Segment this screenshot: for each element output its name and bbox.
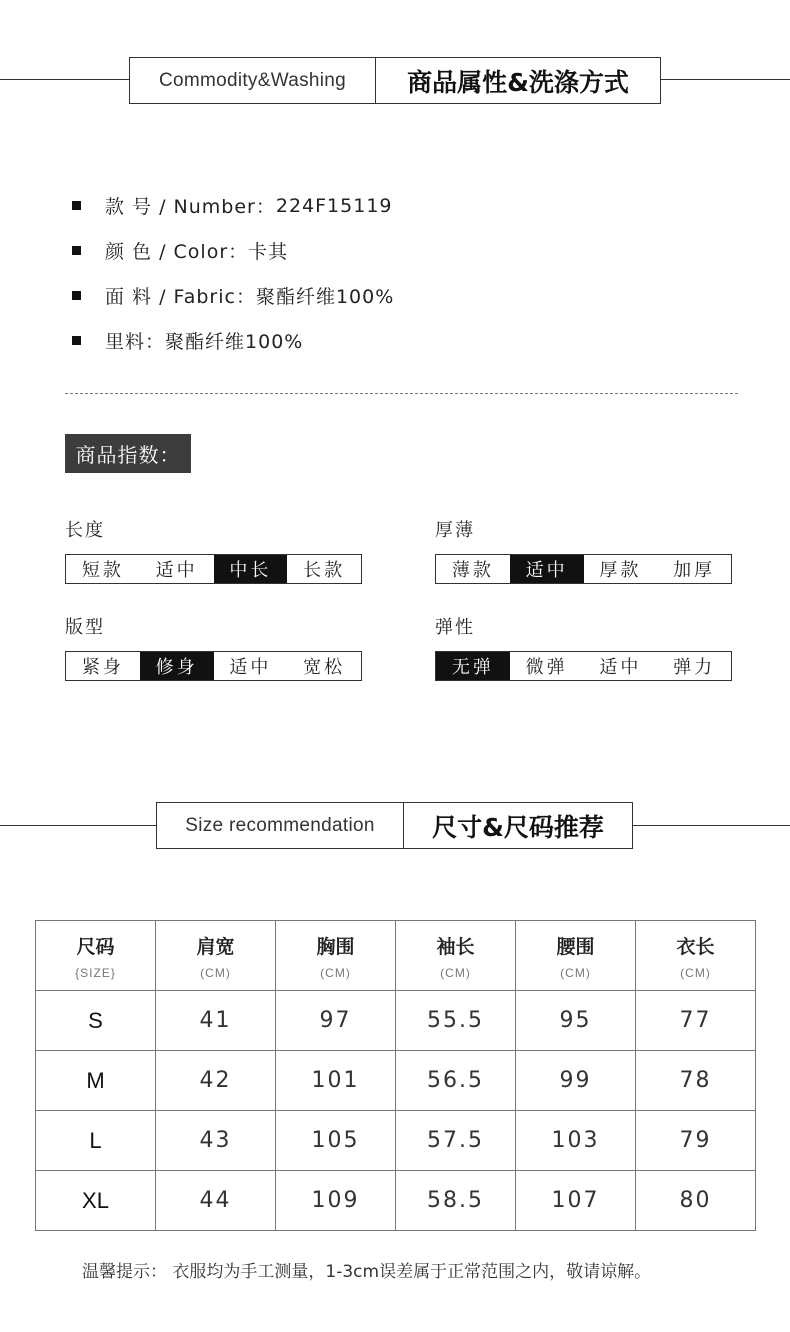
table-cell: 107 (516, 1171, 636, 1231)
table-row (36, 1051, 756, 1111)
table-cell: 101 (276, 1051, 396, 1111)
table-cell-size: L (36, 1111, 156, 1171)
table-header-cell: 尺码 {SIZE} (36, 921, 156, 991)
header2-title-box (156, 802, 633, 849)
table-cell: 42 (156, 1051, 276, 1111)
header2-en-title: Size recommendation (157, 803, 404, 848)
attribute-value: 224F15119 (275, 194, 393, 217)
table-cell: 80 (636, 1171, 756, 1231)
table-cell: 41 (156, 991, 276, 1051)
table-cell: 77 (636, 991, 756, 1051)
attribute-value: 聚酯纤维100% (165, 331, 304, 353)
bullet-square-icon (72, 246, 81, 255)
scale-option-selected: 适中 (510, 555, 584, 583)
table-row (36, 1171, 756, 1231)
attribute-value: 卡其 (248, 241, 289, 263)
product-index-label: 商品指数： (65, 434, 191, 473)
table-cell: 103 (516, 1111, 636, 1171)
table-cell: 79 (636, 1111, 756, 1171)
scale-option: 短款 (81, 560, 124, 581)
scale-option: 弹力 (673, 657, 716, 678)
table-cell: 43 (156, 1111, 276, 1171)
scale-option: 宽松 (303, 657, 346, 678)
table-cell: 97 (276, 991, 396, 1051)
table-cell: 78 (636, 1051, 756, 1111)
scale-title-length: 长度 (65, 520, 105, 541)
table-cell: 55.5 (396, 991, 516, 1051)
scale-option: 适中 (155, 560, 198, 581)
table-row (36, 991, 756, 1051)
attribute-color (72, 228, 394, 273)
scale-title-stretch: 弹性 (435, 617, 475, 638)
scale-option: 厚款 (599, 560, 642, 581)
attribute-value: 聚酯纤维100% (255, 286, 395, 308)
table-cell: 44 (156, 1171, 276, 1231)
attribute-list (72, 183, 394, 363)
dashed-divider (65, 393, 738, 394)
scale-option: 紧身 (81, 657, 124, 678)
table-cell: 109 (276, 1171, 396, 1231)
header1-en-title: Commodity&Washing (130, 58, 376, 103)
table-row (36, 1111, 756, 1171)
attribute-label: 款 号 / Number： (105, 196, 276, 218)
table-header-cell: 衣长 (CM) (636, 921, 756, 991)
table-header-cell: 肩宽 (CM) (156, 921, 276, 991)
scale-option: 长款 (303, 560, 346, 581)
scale-stretch (435, 651, 732, 681)
scale-option: 微弹 (525, 657, 568, 678)
table-cell-size: S (36, 991, 156, 1051)
measurement-note: 温馨提示： 衣服均为手工测量，1-3cm误差属于正常范围之内，敬请谅解。 (82, 1262, 652, 1282)
scale-option: 适中 (599, 657, 642, 678)
attribute-number (72, 183, 394, 228)
header1-title-box (129, 57, 661, 104)
table-cell: 57.5 (396, 1111, 516, 1171)
scale-thickness (435, 554, 732, 584)
scale-title-fit: 版型 (65, 617, 105, 638)
table-header-cell: 腰围 (CM) (516, 921, 636, 991)
table-cell: 99 (516, 1051, 636, 1111)
table-header-cell: 袖长 (CM) (396, 921, 516, 991)
scale-option-selected: 无弹 (436, 652, 510, 680)
scale-option: 加厚 (673, 560, 716, 581)
bullet-square-icon (72, 336, 81, 345)
table-cell: 58.5 (396, 1171, 516, 1231)
size-table (35, 920, 756, 1231)
attribute-label: 颜 色 / Color： (105, 241, 249, 263)
scale-option-selected: 中长 (214, 555, 288, 583)
attribute-lining (72, 318, 394, 363)
attribute-fabric (72, 273, 394, 318)
header2-cn-title: 尺寸&尺码推荐 (432, 812, 604, 842)
header1-cn-title: 商品属性&洗涤方式 (407, 67, 629, 97)
table-header-cell: 胸围 (CM) (276, 921, 396, 991)
table-cell-size: M (36, 1051, 156, 1111)
header1-left-rule (0, 79, 130, 80)
header2-right-rule (632, 825, 790, 826)
scale-option: 适中 (229, 657, 272, 678)
table-cell: 105 (276, 1111, 396, 1171)
table-cell: 56.5 (396, 1051, 516, 1111)
header1-right-rule (660, 79, 790, 80)
table-header-row (36, 921, 756, 991)
attribute-label: 面 料 / Fabric： (105, 286, 256, 308)
bullet-square-icon (72, 291, 81, 300)
attribute-label: 里料： (105, 331, 166, 353)
scale-fit (65, 651, 362, 681)
table-cell: 95 (516, 991, 636, 1051)
scale-option-selected: 修身 (140, 652, 214, 680)
bullet-square-icon (72, 201, 81, 210)
scale-option: 薄款 (451, 560, 494, 581)
header2-left-rule (0, 825, 157, 826)
table-cell-size: XL (36, 1171, 156, 1231)
scale-length (65, 554, 362, 584)
scale-title-thickness: 厚薄 (435, 520, 475, 541)
